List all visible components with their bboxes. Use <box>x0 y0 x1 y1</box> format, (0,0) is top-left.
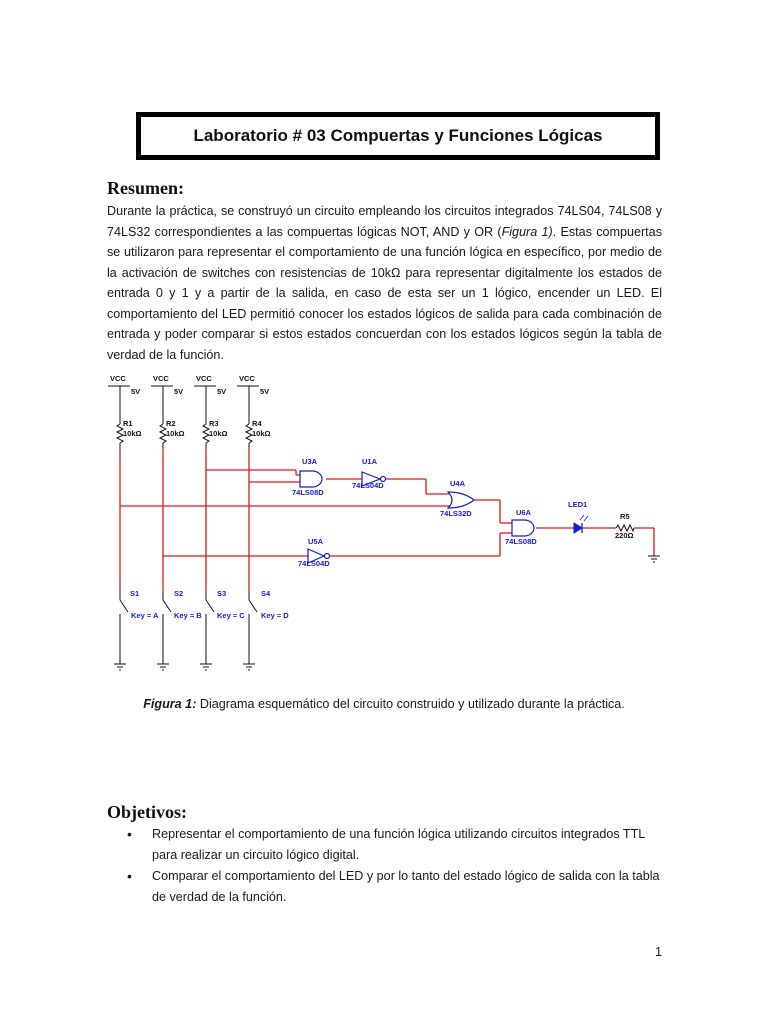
vcc-source-3 <box>194 374 226 396</box>
ground-symbol-1 <box>114 664 126 670</box>
u3a-part: 74LS08D <box>292 488 324 497</box>
r1-value: 10kΩ <box>123 429 142 438</box>
ground-symbol-2 <box>157 664 169 670</box>
r5-value: 220Ω <box>615 531 634 540</box>
gate-u5a-not <box>298 537 330 568</box>
u4a-part: 74LS32D <box>440 509 472 518</box>
switch-s1 <box>120 589 159 664</box>
switch-s4 <box>249 589 289 664</box>
list-item <box>107 824 667 866</box>
gate-u6a-and <box>505 508 537 546</box>
resumen-text-a: Durante la práctica, se construyó un circuito empleando los circuitos integrados 74LS04, 74LS08 y 74LS32 correspondientes a las compuertas lógicas NOT, AND y OR ( <box>107 204 662 239</box>
objetivos-list <box>107 824 667 908</box>
s3-key: Key = C <box>217 611 245 620</box>
bullet-icon: • <box>127 826 132 842</box>
page-number: 1 <box>654 945 662 959</box>
s2-key: Key = B <box>174 611 202 620</box>
ground-symbol-4 <box>243 664 255 670</box>
resistor-r1 <box>117 419 142 443</box>
r1-name: R1 <box>123 419 133 428</box>
caption-label: Figura 1: <box>143 697 197 711</box>
ground-symbol-3 <box>200 664 212 670</box>
vcc-source-1 <box>108 374 140 396</box>
voltage-label-1: 5V <box>131 387 141 396</box>
gate-u1a-not <box>352 457 386 490</box>
switch-s3 <box>206 589 245 664</box>
resistor-r3 <box>203 419 228 443</box>
r5-name: R5 <box>620 512 630 521</box>
vcc-source-2 <box>151 374 183 396</box>
voltage-label-3: 5V <box>217 387 227 396</box>
ground-symbol-led <box>648 556 660 562</box>
vcc-label-1: VCC <box>110 374 126 383</box>
u1a-part: 74LS04D <box>352 481 384 490</box>
s2-name: S2 <box>174 589 184 598</box>
r4-name: R4 <box>252 419 262 428</box>
vcc-label-4: VCC <box>239 374 255 383</box>
resistor-r5 <box>615 512 634 540</box>
bullet-icon: • <box>127 868 132 884</box>
vcc-label-3: VCC <box>196 374 212 383</box>
s4-key: Key = D <box>261 611 289 620</box>
u6a-part: 74LS08D <box>505 537 537 546</box>
u6a-name: U6A <box>516 508 532 517</box>
r2-value: 10kΩ <box>166 429 185 438</box>
r4-value: 10kΩ <box>252 429 271 438</box>
resumen-heading: Resumen: <box>107 178 184 198</box>
u1a-name: U1A <box>362 457 378 466</box>
resistor-r4 <box>246 419 271 443</box>
list-item <box>107 866 667 908</box>
resumen-paragraph <box>107 201 662 365</box>
u4a-name: U4A <box>450 479 466 488</box>
vcc-source-4 <box>237 374 269 396</box>
switch-s2 <box>163 589 202 664</box>
r3-value: 10kΩ <box>209 429 228 438</box>
resistor-r2 <box>160 419 185 443</box>
s4-name: S4 <box>261 589 271 598</box>
s1-name: S1 <box>130 589 140 598</box>
u5a-part: 74LS04D <box>298 559 330 568</box>
gate-u3a-and <box>292 457 324 497</box>
resumen-text-b: . Estas compuertas se utilizaron para representar el comportamiento de una función lógica en específico, por medio de la activación de switches con resistencias de 10kΩ para representar digitalmente los estados de entrada 0 y 1 y a partir de la salida, en caso de esta ser un 1 lógico, encender un LED. El comportamiento del LED permitió conocer los estados lógicos de salida para cada combinación de entrada y poder comparar si estos estados concuerdan con los estados lógicos según la tabla de verdad de la función. <box>107 224 662 362</box>
document-title: Laboratorio # 03 Compuertas y Funciones Lógicas <box>193 126 603 145</box>
voltage-label-2: 5V <box>174 387 184 396</box>
objetivo-text-2: Comparar el comportamiento del LED y por lo tanto del estado lógico de salida con la tabla de verdad de la función. <box>152 869 660 904</box>
r2-name: R2 <box>166 419 176 428</box>
circuit-schematic <box>100 368 670 678</box>
s1-key: Key = A <box>131 611 159 620</box>
caption-text: Diagrama esquemático del circuito construido y utilizado durante la práctica. <box>196 697 625 711</box>
r3-name: R3 <box>209 419 219 428</box>
led-label: LED1 <box>568 500 588 509</box>
s3-name: S3 <box>217 589 227 598</box>
resumen-figure-ref: Figura 1) <box>501 224 553 239</box>
objetivo-text-1: Representar el comportamiento de una función lógica utilizando circuitos integrados TTL para realizar un circuito lógico digital. <box>152 827 645 862</box>
title-box <box>136 112 660 160</box>
gate-u4a-or <box>440 479 474 518</box>
vcc-label-2: VCC <box>153 374 169 383</box>
u5a-name: U5A <box>308 537 324 546</box>
voltage-label-4: 5V <box>260 387 270 396</box>
objetivos-heading: Objetivos: <box>107 802 187 822</box>
figure-caption <box>0 697 768 711</box>
u3a-name: U3A <box>302 457 318 466</box>
